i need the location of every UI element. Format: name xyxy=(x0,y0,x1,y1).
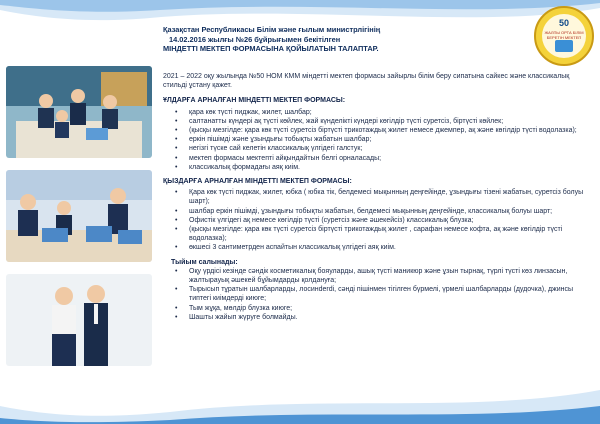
list-item: • негізгі түске сай келетін классикалық үлгідегі галстук; xyxy=(163,144,593,153)
list-item: • Шашты жайып жүруге болмайды. xyxy=(163,313,593,322)
girls-list xyxy=(163,188,593,252)
list-item: • (қысқы мезгілде: қара көк түсті суретсіз біртүсті трикотаждық жилет , сарафан немесе кофта, ақ және көгілдір түсті водолазка); xyxy=(163,225,593,243)
emblem-number: 50 xyxy=(558,18,569,28)
list-item: • Тым жұқа, мөлдір блузка киюге; xyxy=(163,304,593,313)
list-item: • классикалық формадағы аяқ киім. xyxy=(163,163,593,172)
boys-section xyxy=(163,96,593,172)
emblem-inner xyxy=(542,14,586,58)
forbidden-title: Тыйым салынады: xyxy=(171,258,238,266)
list-item: • Оқу үрдісі кезінде сәндік косметикалық бояуларды, ашық түсті маникюр және ұзын тырнақ, түрлі түсті көз линзасын, жалтырауық әшекей бұйымдарды қолдануға; xyxy=(163,267,593,285)
list-item: • Тырысып тұратын шалбарларды, лосинderdі, сәнді пішінмен тігілген бүрмелі, үрмелі шалбарларды (дудочка), джинсы типтегі киімдерді киюге; xyxy=(163,285,593,303)
list-item: • өкшесі 3 сантиметрден аспайтын классикалық үлгідегі аяқ киім. xyxy=(163,243,593,252)
emblem-text: ЖАЛПЫ ОРТА БІЛІМ БЕРЕТІН МЕКТЕП xyxy=(544,30,584,40)
list-item: • еркін пішімді және ұзындығы тобықты жабатын шалбар; xyxy=(163,135,593,144)
emblem-mark xyxy=(555,40,573,52)
forbidden-list xyxy=(163,267,593,322)
intro-paragraph: 2021 – 2022 оқу жылында №50 НОМ КММ міндетті мектеп формасы зайырлы білім беру сипатына сайкес және классикалық стильді ұстану қажет. xyxy=(163,73,570,90)
list-item: • мектеп формасы мектепті айқындайтын белгі орналасады; xyxy=(163,154,593,163)
boys-section-title: ҰЛДАРҒА АРНАЛҒАН МІНДЕТТІ МЕКТЕП ФОРМАСЫ: xyxy=(163,97,346,105)
list-item: • қара көк түсті пиджак, жилет, шалбар; xyxy=(163,108,593,117)
uniform-students-photo xyxy=(6,274,152,366)
document-body xyxy=(163,72,593,327)
header-order: 14.02.2016 жылғы №26 бұйрығымен бекітілген xyxy=(169,34,341,44)
list-item: • шалбар еркін пішімді, ұзындығы тобықты жабатын, белдемесі мықынның деңгейінде, классикалық болуы шарт; xyxy=(163,207,593,216)
list-item: • Офистік үлгідегі ақ немесе көгілдір түсті (суретсіз және әшекейсіз) классикалық блузка; xyxy=(163,216,593,225)
girls-section xyxy=(163,177,593,253)
students-laptops-photo xyxy=(6,170,152,262)
list-item: • (қысқы мезгілде: қара көк түсті суретсіз біртүсті трикотаждық жилет немесе джемпер, ақ және көгілдір түсті водолазка); xyxy=(163,126,593,135)
girls-section-title: ҚЫЗДАРҒА АРНАЛҒАН МІНДЕТТІ МЕКТЕП ФОРМАСЫ: xyxy=(163,178,352,186)
bottom-wave-decoration xyxy=(0,384,600,424)
school-emblem xyxy=(534,6,594,66)
document-header xyxy=(163,25,533,54)
classroom-photo xyxy=(6,66,152,158)
boys-list xyxy=(163,108,593,172)
header-title: МІНДЕТТІ МЕКТЕП ФОРМАСЫНА ҚОЙЫЛАТЫН ТАЛАПТАР. xyxy=(163,44,379,54)
list-item: • Қара көк түсті пиджак, жилет, юбка ( юбка тік, белдемесі мықынның деңгейінде, ұзындығы тізені жабатын, суретсіз болуы шарт); xyxy=(163,188,593,206)
header-ministry: Қазақстан Республикасы Білім және ғылым министрлігінің xyxy=(163,25,381,34)
list-item: • салтанатты күндері ақ түсті көйлек, жай күнделікті күндері көгілдір түсті суретсіз, біртүсті көйлек; xyxy=(163,117,593,126)
forbidden-section xyxy=(163,258,593,322)
